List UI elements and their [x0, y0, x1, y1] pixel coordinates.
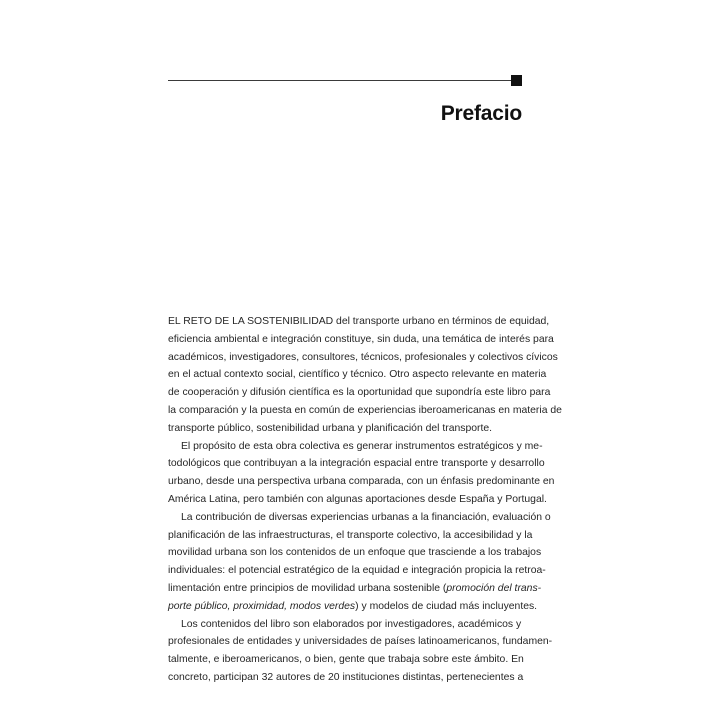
paragraph-1-lead-in: EL RETO DE LA SOSTENIBILIDAD	[168, 316, 334, 327]
paragraph-3-line-6: porte público, proximidad, modos verdes) y modelos de ciudad más incluyentes.	[168, 600, 538, 612]
paragraph-1-line-1: EL RETO DE LA SOSTENIBILIDAD del transporte urbano en términos de equidad,	[168, 316, 550, 327]
paragraph-2-line-4: América Latina, pero también con algunas aportaciones desde España y Portugal.	[168, 493, 547, 505]
paragraph-1-line-2: eficiencia ambiental e integración constituye, sin duda, una temática de interés para	[168, 333, 554, 345]
paragraph-1-line-5: de cooperación y difusión científica es la oportunidad que supondría este libro para	[168, 387, 551, 399]
paragraph-3-line-4: individuales: el potencial estratégico de la equidad e integración propicia la retroa-	[168, 565, 546, 577]
page-title: Prefacio	[440, 102, 522, 125]
paragraph-3-line-3: movilidad urbana son los contenidos de un enfoque que trasciende a los trabajos	[168, 547, 542, 559]
header-rule-square	[511, 75, 522, 86]
paragraph-2-line-3: urbano, desde una perspectiva urbana comparada, con un énfasis predominante en	[168, 476, 555, 488]
paragraph-4-line-2: profesionales de entidades y universidades de países latinoamericanos, fundamen-	[168, 636, 553, 648]
paragraph-4-line-4: concreto, participan 32 autores de 20 instituciones distintas, pertenecientes a	[168, 671, 524, 683]
body-text	[168, 313, 562, 687]
header-rule	[168, 80, 512, 81]
paragraph-1-line-7: transporte público, sostenibilidad urbana y planificación del transporte.	[168, 422, 493, 434]
italic-text: promoción del trans-	[446, 582, 542, 594]
paragraph-1-line-6: la comparación y la puesta en común de experiencias iberoamericanas en materia de	[168, 404, 562, 416]
paragraph-3-line-2: planificación de las infraestructuras, el transporte colectivo, la accesibilidad y la	[168, 529, 533, 541]
paragraph-3-line-5: limentación entre principios de movilidad urbana sostenible (promoción del trans-	[168, 582, 542, 594]
paragraph-2-line-2: todológicos que contribuyan a la integración espacial entre transporte y desarrollo	[168, 458, 545, 470]
paragraph-2-line-1: El propósito de esta obra colectiva es generar instrumentos estratégicos y me-	[181, 440, 543, 452]
italic-text: porte público, proximidad, modos verdes	[168, 600, 356, 612]
paragraph-1-line-3: académicos, investigadores, consultores, técnicos, profesionales y colectivos cívicos	[168, 351, 558, 363]
paragraph-4-line-1: Los contenidos del libro son elaborados por investigadores, académicos y	[181, 618, 522, 630]
paragraph-4-line-3: talmente, e iberoamericanos, o bien, gente que trabaja sobre este ámbito. En	[168, 654, 524, 666]
paragraph-3-line-1: La contribución de diversas experiencias urbanas a la financiación, evaluación o	[181, 511, 551, 523]
paragraph-1-line-4: en el actual contexto social, científico y técnico. Otro aspecto relevante en materia	[168, 369, 547, 381]
